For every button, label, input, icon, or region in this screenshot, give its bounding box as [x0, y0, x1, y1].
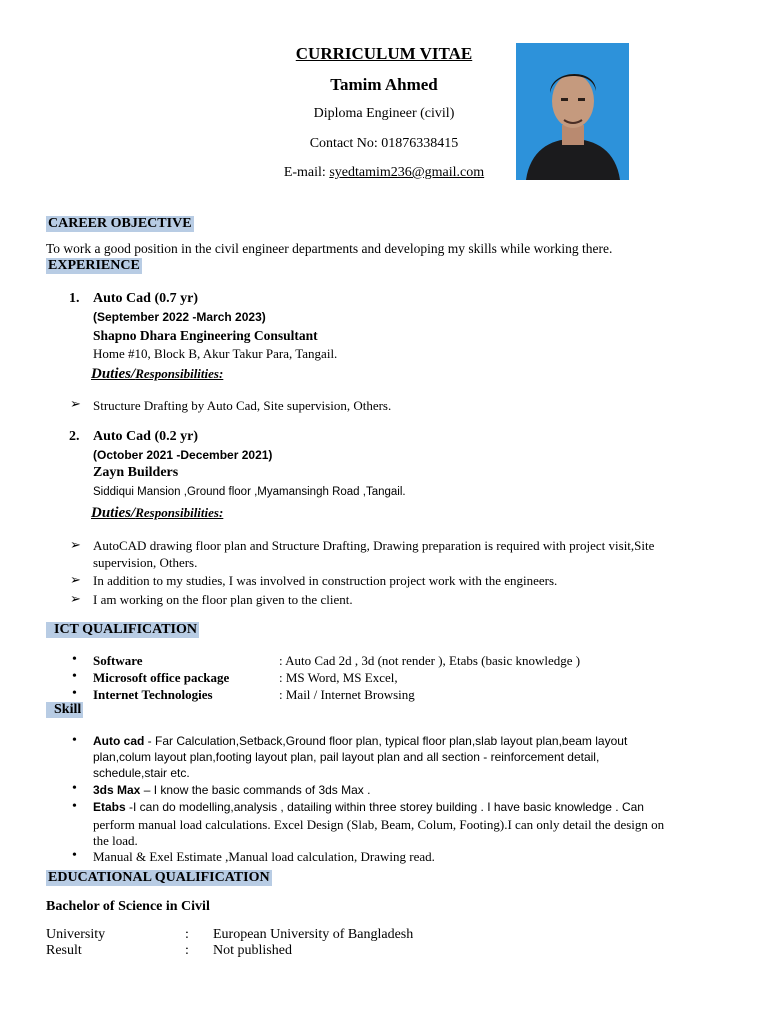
job-2-duties-heading: [91, 505, 223, 522]
job-1-duties-heading: [91, 366, 223, 383]
skill-autocad-label: Auto cad: [93, 734, 145, 748]
contact-number: Contact No: 01876338415: [309, 136, 459, 151]
bullet-icon: •: [72, 799, 77, 814]
skill-etabs-label: Etabs: [93, 800, 126, 814]
ict-label-software: Software: [93, 653, 143, 668]
skill-autocad-line-3: schedule,stair etc.: [93, 766, 190, 780]
education-heading: EDUCATIONAL QUALIFICATION: [48, 870, 270, 885]
job-1-period: (September 2022 -March 2023): [93, 310, 266, 324]
job-1-number: 1.: [69, 291, 80, 306]
degree-title: Bachelor of Science in Civil: [46, 899, 210, 914]
skill-autocad-line-1: [93, 734, 627, 748]
edu-result-label: Result: [46, 943, 82, 958]
skill-3dsmax-text: – I know the basic commands of 3ds Max .: [140, 783, 371, 797]
career-objective-heading: CAREER OBJECTIVE: [48, 216, 192, 231]
job-2-period: (October 2021 -December 2021): [93, 448, 273, 462]
job-2-address: Siddiqui Mansion ,Ground floor ,Myamansingh Road ,Tangail.: [93, 486, 406, 498]
edu-university-label: University: [46, 927, 106, 942]
bullet-icon: •: [72, 781, 77, 796]
skill-etabs-line-3: the load.: [93, 833, 138, 848]
skill-autocad-line-2: plan,colum layout plan,footing layout plan, pail layout plan and all section - reinforcement detail,: [93, 750, 600, 764]
job-2-role: Auto Cad (0.2 yr): [93, 429, 198, 444]
job-2-number: 2.: [69, 429, 80, 444]
bullet-icon: •: [72, 848, 77, 863]
job-1-role: Auto Cad (0.7 yr): [93, 291, 198, 306]
skill-etabs-line-2: perform manual load calculations. Excel Design (Slab, Beam, Colum, Footing).I can only detail the design on: [93, 817, 665, 832]
candidate-name: Tamim Ahmed: [330, 75, 438, 94]
duties-main: Duties/: [91, 366, 136, 382]
duties-small: Responsibilities:: [135, 366, 224, 381]
designation: Diploma Engineer (civil): [313, 106, 455, 121]
profile-photo-graphic: [516, 43, 629, 180]
job-1-address: Home #10, Block B, Akur Takur Para, Tangail.: [93, 346, 338, 361]
edu-university-sep: :: [185, 927, 189, 942]
duties-main: Duties/: [91, 505, 136, 521]
skill-etabs-text: -I can do modelling,analysis , datailing within three storey building . I have basic knowledge . Can: [125, 800, 644, 814]
career-objective-text: To work a good position in the civil engineer departments and developing my skills while working there.: [46, 241, 613, 256]
email-link[interactable]: syedtamim236@gmail.com: [329, 165, 485, 180]
profile-photo: [516, 43, 629, 180]
job-2-duty-1-cont: supervision, Others.: [93, 555, 198, 570]
ict-label-office: Microsoft office package: [93, 670, 230, 685]
duties-small: Responsibilities:: [135, 505, 224, 520]
arrow-bullet-icon: ➢: [70, 397, 81, 412]
job-2-duty-3: I am working on the floor plan given to the client.: [93, 592, 353, 607]
arrow-bullet-icon: ➢: [70, 573, 81, 588]
arrow-bullet-icon: ➢: [70, 592, 81, 607]
email-line: [230, 165, 538, 181]
skill-heading: Skill: [46, 702, 83, 718]
ict-label-internet: Internet Technologies: [93, 687, 213, 702]
skill-etabs-line-1: [93, 800, 644, 814]
job-2-company: Zayn Builders: [93, 465, 179, 480]
bullet-icon: •: [72, 669, 77, 684]
ict-value-internet: : Mail / Internet Browsing: [279, 687, 415, 702]
job-1-company: Shapno Dhara Engineering Consultant: [93, 328, 318, 343]
cv-title: CURRICULUM VITAE: [295, 44, 473, 63]
job-1-duty-1: Structure Drafting by Auto Cad, Site supervision, Others.: [93, 398, 392, 413]
skill-3dsmax-label: 3ds Max: [93, 783, 141, 797]
bullet-icon: •: [72, 686, 77, 701]
edu-result-value: Not published: [213, 943, 292, 958]
bullet-icon: •: [72, 733, 77, 748]
ict-heading: ICT QUALIFICATION: [46, 622, 199, 638]
skill-autocad-text: - Far Calculation,Setback,Ground floor plan, typical floor plan,slab layout plan,beam layout: [144, 734, 628, 748]
ict-value-software: : Auto Cad 2d , 3d (not render ), Etabs (basic knowledge ): [279, 653, 581, 668]
skill-3dsmax-line: [93, 783, 370, 797]
bullet-icon: •: [72, 652, 77, 667]
skill-manual: Manual & Exel Estimate ,Manual load calculation, Drawing read.: [93, 849, 435, 864]
edu-university-value: European University of Bangladesh: [213, 927, 414, 942]
email-label: E-mail:: [283, 165, 330, 180]
ict-value-office: : MS Word, MS Excel,: [279, 670, 398, 685]
job-2-duty-2: In addition to my studies, I was involved in construction project work with the engineers.: [93, 573, 558, 588]
arrow-bullet-icon: ➢: [70, 538, 81, 553]
job-2-duty-1: AutoCAD drawing floor plan and Structure Drafting, Drawing preparation is required with project visit,Site: [93, 538, 655, 553]
edu-result-sep: :: [185, 943, 189, 958]
experience-heading: EXPERIENCE: [48, 258, 140, 273]
